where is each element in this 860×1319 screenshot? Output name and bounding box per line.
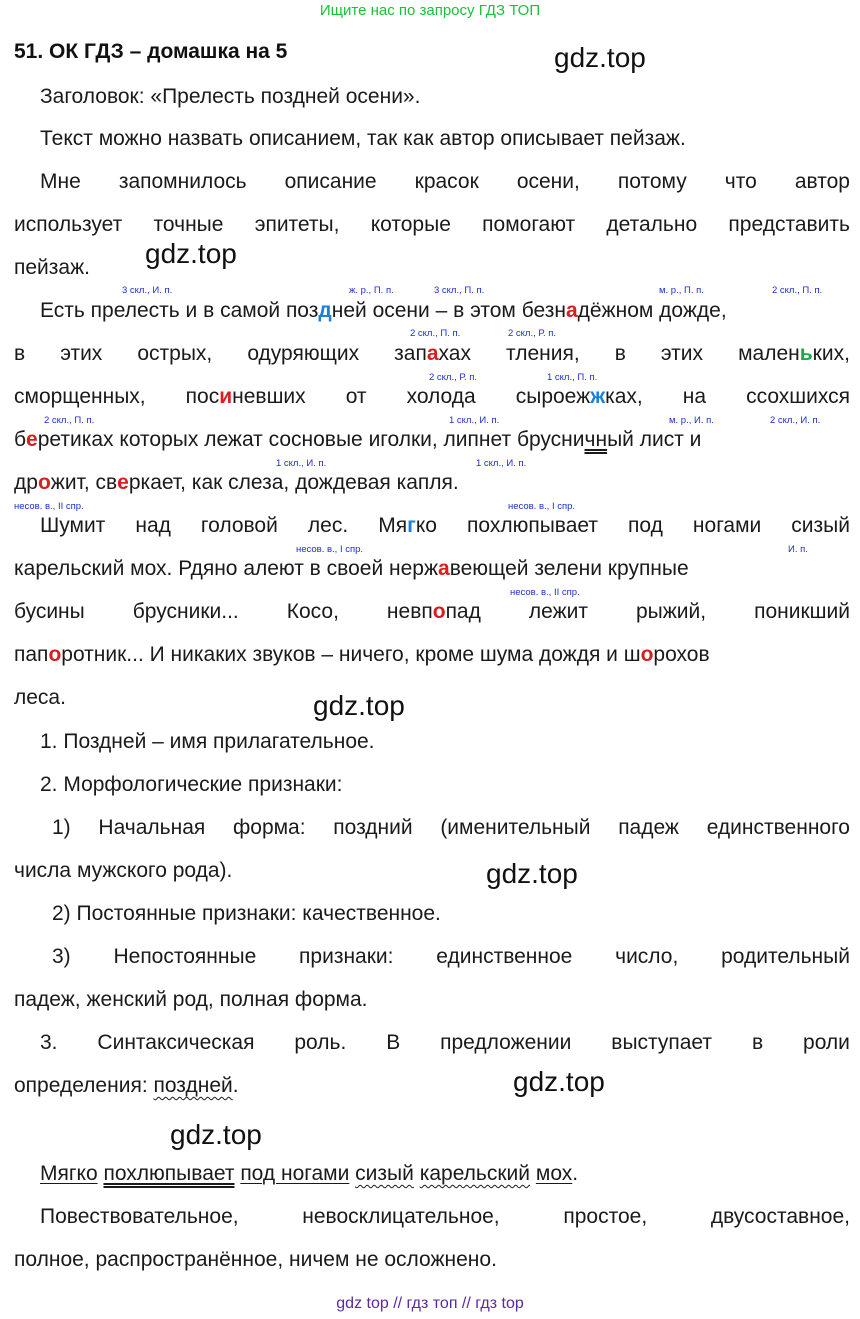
word: признаки: [299, 945, 394, 968]
annotation: ж. р., П. п. [349, 285, 394, 296]
text-line [14, 512, 850, 540]
word: помогают [482, 213, 576, 236]
word: головой [200, 514, 278, 537]
word: что [724, 170, 757, 193]
word: ногами [692, 514, 762, 537]
analysis-variable [14, 943, 850, 971]
word: этих [60, 342, 103, 365]
word: этих [660, 342, 704, 365]
annotation: 2 скл., И. п. [770, 415, 821, 426]
word: под [628, 514, 663, 537]
text: жит, св [50, 471, 118, 494]
text-line [14, 555, 850, 583]
word [387, 598, 481, 626]
analysis-point-3 [14, 1029, 850, 1057]
annotation-row [14, 328, 850, 340]
text-line [14, 383, 850, 411]
word: 1) [52, 816, 71, 839]
annotation: 3 скл., П. п. [434, 285, 485, 296]
subject-adverb: Мягко [40, 1162, 98, 1185]
highlight-letter: о [37, 471, 51, 494]
word: 3) [52, 945, 71, 968]
memory-line-1 [14, 168, 850, 196]
word: красок [414, 170, 479, 193]
watermark: gdz.top [313, 690, 405, 721]
word: ссохшихся [746, 385, 850, 408]
text: зап [394, 342, 427, 365]
text: сыроеж [515, 385, 591, 408]
highlight-letter: ж [590, 385, 606, 408]
highlight-letter: и [219, 385, 233, 408]
text: ней осени – в этом безн [331, 299, 566, 322]
word: Начальная [98, 816, 206, 839]
highlight-letter: а [426, 342, 439, 365]
annotation: м. р., П. п. [659, 285, 704, 296]
annotation: 2 скл., Р. п. [429, 372, 478, 383]
analysis-constant: 2) Постоянные признаки: качественное. [52, 902, 441, 925]
text: невп [386, 600, 433, 623]
word: представить [728, 213, 850, 236]
word [186, 383, 306, 411]
analysis-point-1: 1. Поздней – имя прилагательное. [40, 730, 375, 753]
word: 3. [40, 1031, 58, 1054]
word: эпитеты, [254, 213, 340, 236]
analysis-point-2: 2. Морфологические признаки: [40, 773, 343, 796]
text: Мя [378, 514, 408, 537]
annotation: несов. в., I спр. [296, 544, 364, 555]
watermark: gdz.top [513, 1066, 605, 1097]
word: предложении [440, 1031, 572, 1054]
word: лежит [528, 600, 588, 623]
highlight-letter: о [432, 600, 446, 623]
word [516, 383, 643, 411]
highlight-letter: ь [799, 342, 813, 365]
word: от [345, 385, 367, 408]
footer-links[interactable]: gdz top // гдз топ // гдз top [336, 1295, 524, 1312]
annotation: несов. в., I спр. [508, 501, 576, 512]
text: дёжном дожде, [577, 299, 727, 322]
word [738, 340, 850, 368]
annotation-row [14, 285, 850, 297]
watermark: gdz.top [554, 42, 646, 73]
text-line [14, 297, 850, 325]
word: падеж [618, 816, 679, 839]
word: описание [284, 170, 377, 193]
annotation: несов. в., II спр. [14, 501, 84, 512]
word: роли [803, 1031, 850, 1054]
word: единственное [436, 945, 573, 968]
text-line [14, 641, 850, 669]
sentence-characteristics [14, 1203, 850, 1231]
word: роль. [294, 1031, 347, 1054]
word: поникший [754, 600, 850, 623]
word: Шумит [40, 514, 106, 537]
annotation: 2 скл., П. п. [410, 328, 461, 339]
text-line [14, 598, 850, 626]
highlight-letter: о [48, 643, 62, 666]
annotation: 2 скл., П. п. [772, 285, 823, 296]
text: мален [738, 342, 800, 365]
word: Непостоянные [113, 945, 257, 968]
highlight-letter: а [565, 299, 578, 322]
text: б [14, 428, 27, 451]
text: ркает, как слеза, дождевая капля. [128, 471, 459, 494]
highlight-letter: е [117, 471, 129, 494]
word: выступает [611, 1031, 713, 1054]
text: др [14, 471, 38, 494]
subject: мох [535, 1162, 573, 1185]
word: форма: [232, 816, 306, 839]
text: хах [438, 342, 471, 365]
word: осени, [516, 170, 580, 193]
word: поздний [333, 816, 413, 839]
watermark: gdz.top [145, 238, 237, 269]
text: ретиках которых лежат сосновые иголки, липнет брусни [37, 428, 585, 451]
word: родительный [721, 945, 850, 968]
analysis-initial-form [14, 814, 850, 842]
annotation: 2 скл., П. п. [44, 415, 95, 426]
watermark: gdz.top [170, 1119, 262, 1150]
word: рыжий, [635, 600, 707, 623]
text: рохов [653, 643, 710, 666]
word: в [751, 1031, 764, 1054]
text: пад [445, 600, 481, 623]
page-title: 51. ОК ГДЗ – домашка на 5 [14, 40, 288, 63]
word: двусоставное, [710, 1205, 850, 1228]
adverbial: под ногами [240, 1162, 350, 1185]
word: над [135, 514, 171, 537]
word: сизый [791, 514, 850, 537]
word: Мне [40, 170, 81, 193]
double-underlined-letters: чн [584, 428, 608, 451]
word: простое, [563, 1205, 648, 1228]
annotation: м. р., И. п. [669, 415, 714, 426]
text-line [14, 426, 850, 454]
attribute: карельский [419, 1162, 531, 1185]
word: точные [153, 213, 224, 236]
text: ках, [605, 385, 643, 408]
top-banner[interactable]: Ищите нас по запросу ГДЗ ТОП [319, 2, 541, 19]
heading-line: Заголовок: «Прелесть поздней осени». [40, 85, 421, 108]
text-line [14, 1072, 850, 1100]
text-line: леса. [14, 686, 66, 709]
highlight-letter: е [26, 428, 38, 451]
annotation: 2 скл., Р. п. [508, 328, 557, 339]
text-line [14, 469, 850, 497]
word: в [614, 342, 626, 365]
word [378, 512, 437, 540]
attribute: сизый [355, 1162, 414, 1185]
word: невосклицательное, [302, 1205, 500, 1228]
word: в [14, 342, 26, 365]
highlight-letter: д [318, 299, 332, 322]
word: число, [615, 945, 679, 968]
word: одуряющих [247, 342, 360, 365]
annotation: 3 скл., И. п. [122, 285, 173, 296]
word: Повествовательное, [40, 1205, 239, 1228]
word: (именительный [440, 816, 591, 839]
word: тления, [506, 342, 580, 365]
word: бусины [14, 600, 85, 623]
word: единственного [706, 816, 850, 839]
text-type-line: Текст можно назвать описанием, так как автор описывает пейзаж. [40, 127, 686, 150]
word: использует [14, 213, 123, 236]
word: детально [606, 213, 698, 236]
word: сморщенных, [14, 385, 146, 408]
annotation: 1 скл., И. п. [276, 458, 327, 469]
annotation: несов. в., II спр. [510, 587, 580, 598]
annotation: 1 скл., П. п. [547, 372, 598, 383]
text: ротник... И никаких звуков – ничего, кроме шума дождя и ш [61, 643, 641, 666]
predicate: похлюпывает [103, 1162, 235, 1185]
watermark: gdz.top [486, 858, 578, 889]
text: . [232, 1074, 239, 1097]
memory-line-3: пейзаж. [14, 256, 90, 279]
text: Есть прелесть и в самой поз [40, 299, 319, 322]
wavy-underlined-word: поздней [153, 1074, 233, 1097]
text: определения: [14, 1074, 154, 1097]
annotation: 1 скл., И. п. [449, 415, 500, 426]
annotation: И. п. [788, 544, 808, 555]
text: ко [415, 514, 437, 537]
word [394, 340, 471, 368]
text: карельский мох. Рдяно алеют в своей нерж [14, 557, 439, 580]
highlight-letter: о [640, 643, 654, 666]
analyzed-sentence [14, 1160, 850, 1188]
word: которые [370, 213, 451, 236]
word: автор [794, 170, 850, 193]
text-line [14, 340, 850, 368]
memory-line-2 [14, 211, 850, 239]
word: Косо, [286, 600, 339, 623]
text: веющей зелени крупные [449, 557, 689, 580]
highlight-letter: г [407, 514, 416, 537]
annotation: 1 скл., И. п. [476, 458, 527, 469]
word: В [386, 1031, 401, 1054]
word: Синтаксическая [97, 1031, 255, 1054]
word: острых, [137, 342, 213, 365]
text: невших [232, 385, 306, 408]
word: брусники... [132, 600, 239, 623]
word: лес. [307, 514, 349, 537]
text: пап [14, 643, 49, 666]
highlight-letter: а [438, 557, 450, 580]
text-line: падеж, женский род, полная форма. [14, 988, 368, 1011]
word: потому [617, 170, 687, 193]
word: похлюпывает [467, 514, 598, 537]
text: пос [185, 385, 220, 408]
word: холода [406, 385, 476, 408]
word: на [682, 385, 707, 408]
text: ый лист и [607, 428, 702, 451]
text-line: числа мужского рода). [14, 859, 233, 882]
word: запомнилось [118, 170, 247, 193]
text: . [572, 1162, 579, 1185]
text: ких, [812, 342, 850, 365]
text-line: полное, распространённое, ничем не осложнено. [14, 1248, 497, 1271]
